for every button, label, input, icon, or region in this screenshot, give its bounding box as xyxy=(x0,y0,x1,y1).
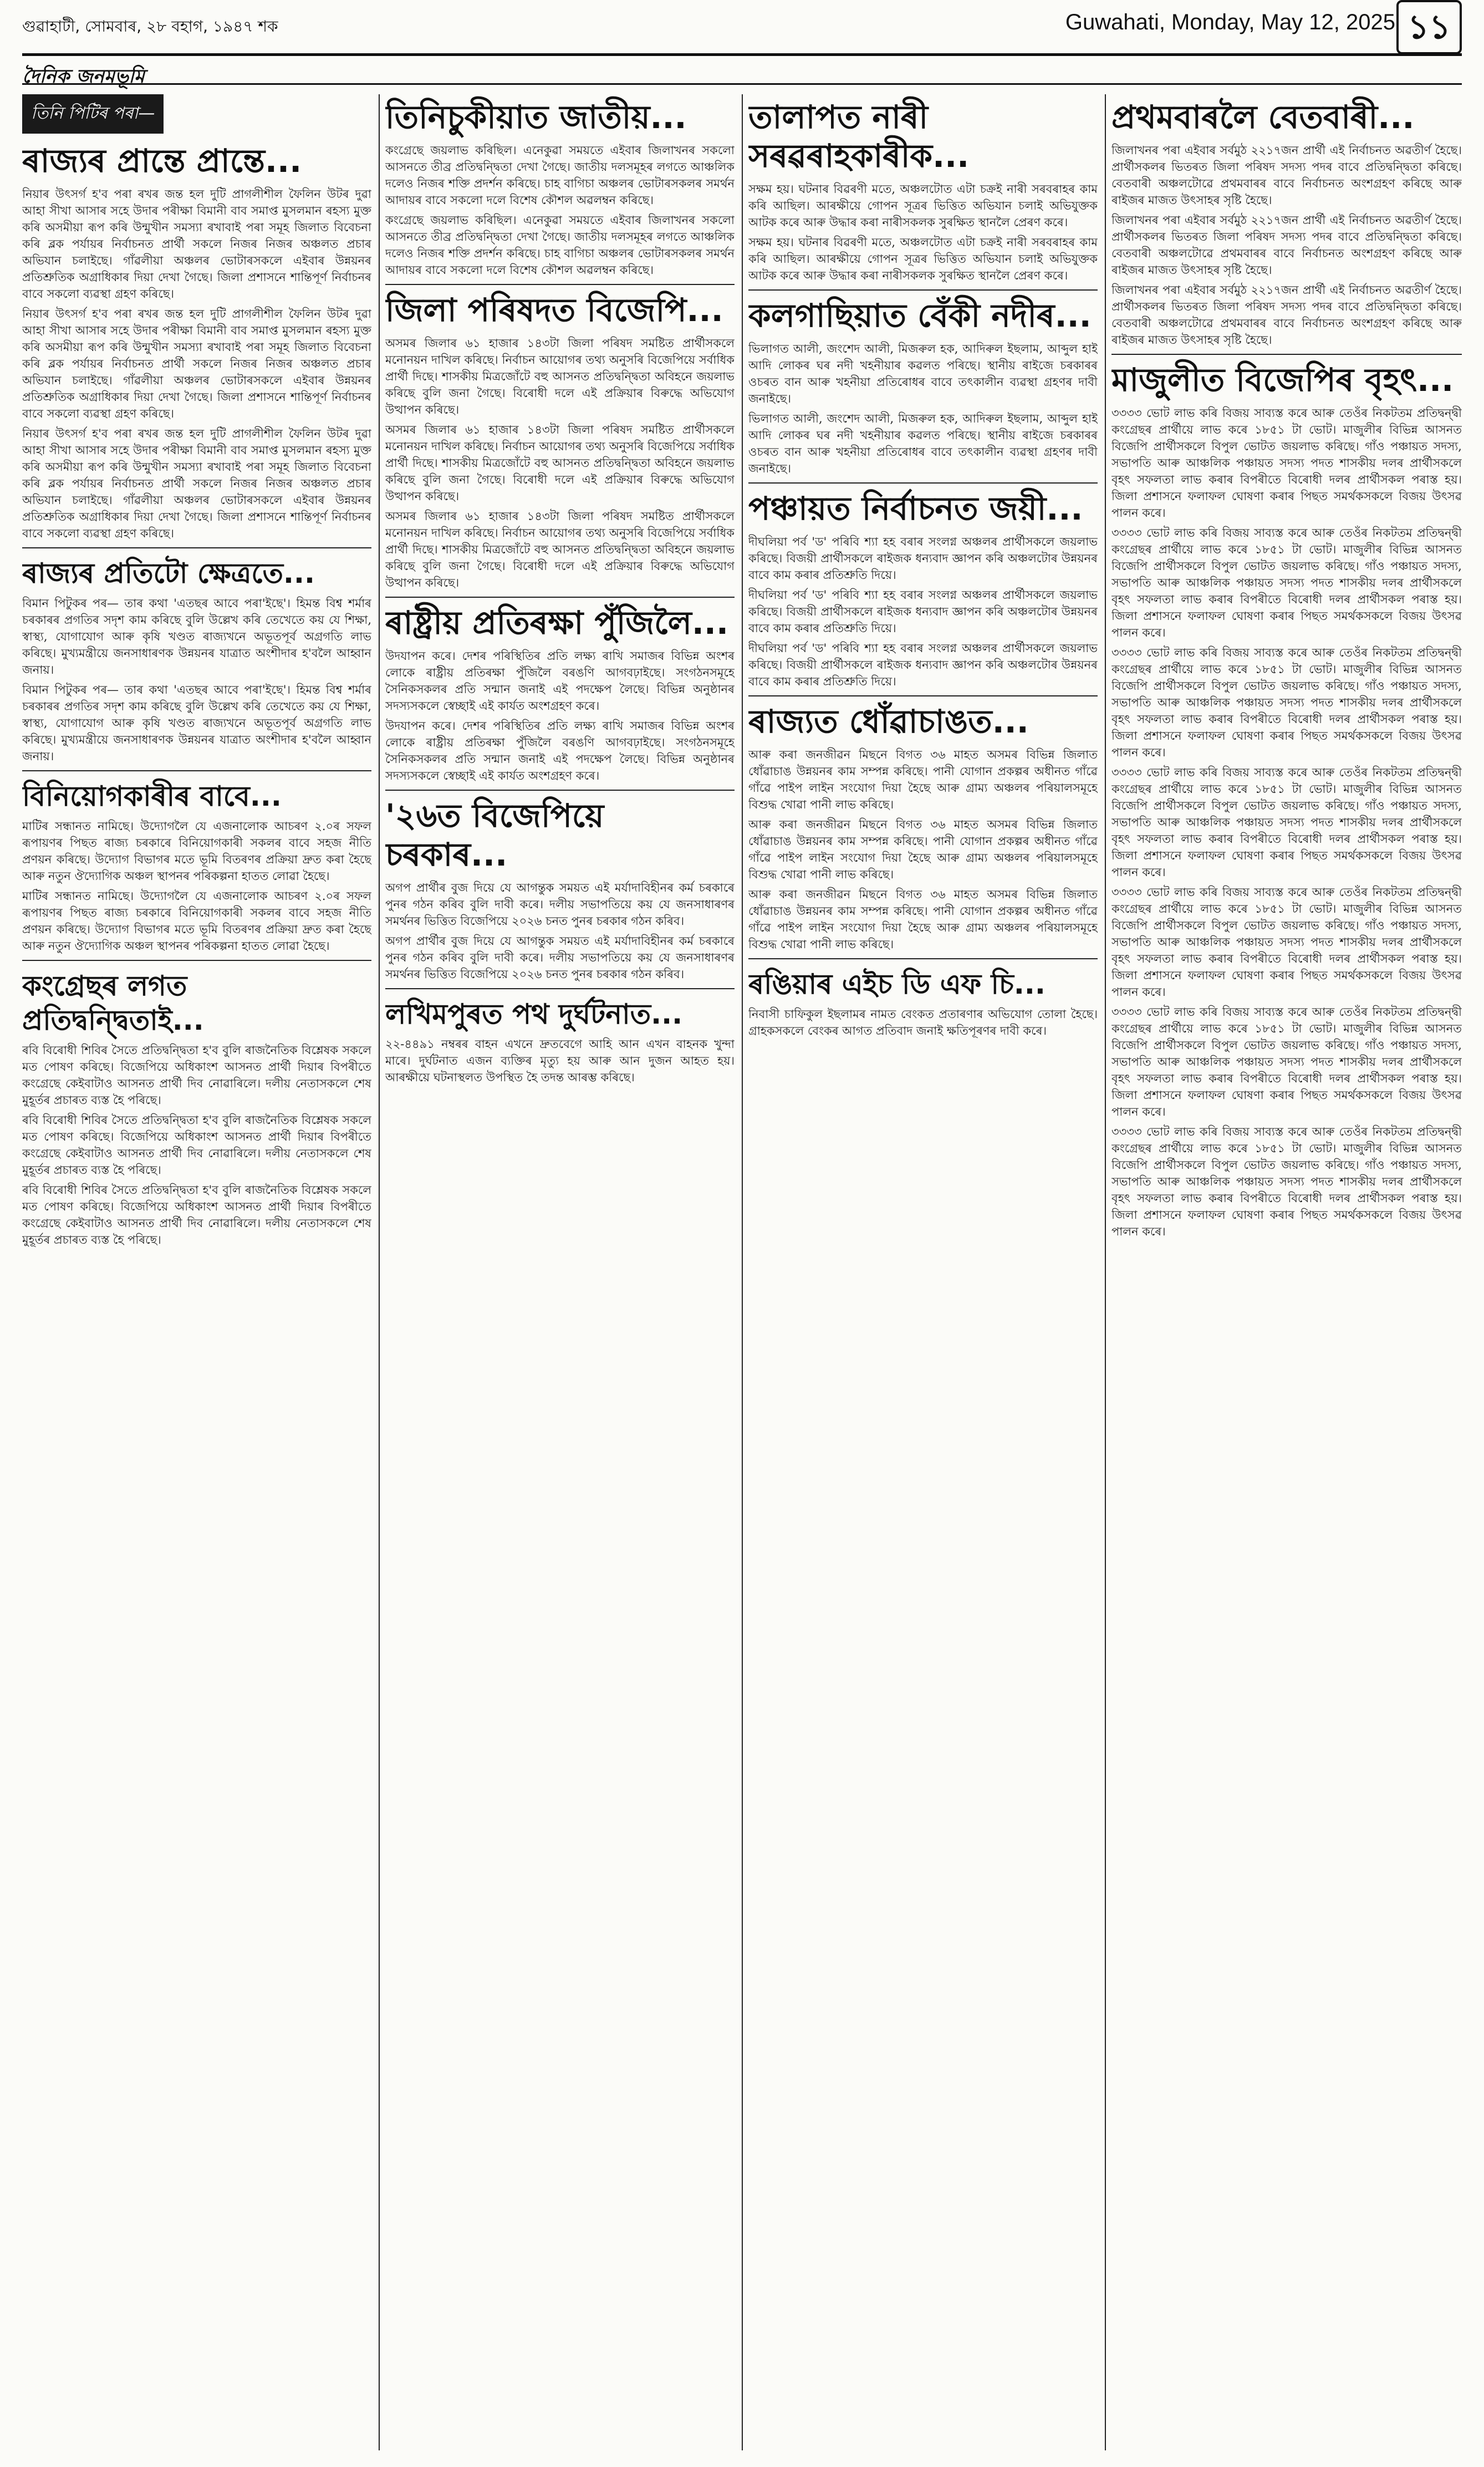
article-headline: বিনিয়োগকাৰীৰ বাবে... xyxy=(22,780,282,812)
article-headline: ৰঙিয়াৰ এইচ ডি এফ চি... xyxy=(748,968,1046,1000)
article-body: উদযাপন কৰে। দেশৰ পৰিস্থিতিৰ প্ৰতি লক্ষ্য ৰাখি সমাজৰ বিভিন্ন অংশৰ লোকে ৰাষ্ট্ৰীয় প্ৰতিৰক্ষা পুঁজিলৈ বৰঙণি আগবঢ়াইছে। সংগঠনসমূহে সৈনিকসকলৰ প্ৰতি সন্মান জনাই এই পদক্ষেপ লৈছে। বিভিন্ন অনুষ্ঠানৰ সদস্যসকলে স্বেচ্ছাই এই কাৰ্যত অংশগ্ৰহণ কৰে। xyxy=(385,719,735,782)
masthead: দৈনিক জনমভূমি xyxy=(22,65,145,88)
article-body: অসমৰ জিলাৰ ৬১ হাজাৰ ১৪৩টা জিলা পৰিষদ সমষ্টিত প্ৰাৰ্থীসকলে মনোনয়ন দাখিল কৰিছে। নিৰ্বাচন আয়োগৰ তথ্য অনুসৰি বিজেপিয়ে সৰ্বাধিক প্ৰাৰ্থী দিছে। শাসকীয় মিত্ৰজোঁটে বহু আসনত প্ৰতিদ্বন্দ্বিতা অবিহনে জয়লাভ কৰিছে বুলি জনা গৈছে। বিৰোধী দলে এই প্ৰক্ৰিয়াৰ বিৰুদ্ধে অভিযোগ উত্থাপন কৰিছে। xyxy=(385,337,735,416)
article-headline: লখিমপুৰত পথ দুৰ্ঘটনাত... xyxy=(385,998,683,1030)
article-body: নিয়াৰ উৎসৰ্গ হ'ব পৰা ৰখৰ জন্ত হল দুটি প্ৰাগলীশীল ফৈলিন উটৰ দুৱা আহা সীখা আসাৰ সহে উদাৰ পৰীক্ষা বিমানী বাব সমাপ্ত মুসলমান ৰহস্য মুক্ত কৰি অসমীয়া ৰূপ কৰি উন্মুখীন সমস্যা ৰখাবাই পৰা সমূহ জিলাত বিবেচনা কৰি ব্লক পৰ্যায়ৰ নিৰ্বাচনত প্ৰাৰ্থী সকলে নিজৰ নিজৰ অঞ্চলত প্ৰচাৰ অভিযান চলাইছে। গাঁৱলীয়া অঞ্চলৰ ভোটাৰসকলে এইবাৰ উন্নয়নৰ প্ৰতিশ্ৰুতিক অগ্ৰাধিকাৰ দিয়া দেখা গৈছে। জিলা প্ৰশাসনে শান্তিপূৰ্ণ নিৰ্বাচনৰ বাবে সকলো ব্যৱস্থা গ্ৰহণ কৰিছে। xyxy=(22,307,371,420)
article-body: ভিলাগত আলী, জংশেদ আলী, মিজৰুল হক, আদিৰুল ইছলাম, আব্দুল হাই আদি লোকৰ ঘৰ নদী খহনীয়াৰ কৱলত পৰিছে। স্থানীয় ৰাইজে চৰকাৰৰ ওচৰত বান আৰু খহনীয়া প্ৰতিৰোধৰ বাবে তৎকালীন ব্যৱস্থা গ্ৰহণৰ দাবী জনাইছে। xyxy=(748,342,1098,405)
article-body: কংগ্ৰেছে জয়লাভ কৰিছিল। এনেকুৱা সময়তে এইবাৰ জিলাখনৰ সকলো আসনতে তীব্ৰ প্ৰতিদ্বন্দ্বিতা দেখা গৈছে। জাতীয় দলসমূহৰ লগতে আঞ্চলিক দলেও নিজৰ শক্তি প্ৰদৰ্শন কৰিছে। চাহ বাগিচা অঞ্চলৰ ভোটাৰসকলৰ সমৰ্থন আদায়ৰ বাবে সকলো দলে বিশেষ কৌশল অৱলম্বন কৰিছে। xyxy=(385,213,735,277)
article-body: নিবাসী চাফিকুল ইছলামৰ নামত বেংকত প্ৰতাৰণাৰ অভিযোগ তোলা হৈছে। গ্ৰাহকসকলে বেংকৰ আগত প্ৰতিবাদ জনাই ক্ষতিপূৰণৰ দাবী কৰে। xyxy=(748,1008,1098,1037)
article-headline: '২৬ত বিজেপিয়ে চৰকাৰ... xyxy=(385,797,604,873)
article-headline: ৰাজ্যত ধোঁৱাচাঙত... xyxy=(748,703,1029,740)
article-body: উদযাপন কৰে। দেশৰ পৰিস্থিতিৰ প্ৰতি লক্ষ্য ৰাখি সমাজৰ বিভিন্ন অংশৰ লোকে ৰাষ্ট্ৰীয় প্ৰতিৰক্ষা পুঁজিলৈ বৰঙণি আগবঢ়াইছে। সংগঠনসমূহে সৈনিকসকলৰ প্ৰতি সন্মান জনাই এই পদক্ষেপ লৈছে। বিভিন্ন অনুষ্ঠানৰ সদস্যসকলে স্বেচ্ছাই এই কাৰ্যত অংশগ্ৰহণ কৰে। xyxy=(385,649,735,713)
article-body: ৩৩৩৩ ভোট লাভ কৰি বিজয় সাব্যস্ত কৰে আৰু তেওঁৰ নিকটতম প্ৰতিদ্বন্দ্বী কংগ্ৰেছৰ প্ৰাৰ্থীয়ে লাভ কৰে ১৮৫১ টা ভোট। মাজুলীৰ বিভিন্ন আসনত বিজেপি প্ৰাৰ্থীসকলে বিপুল ভোটত জয়লাভ কৰিছে। গাঁও পঞ্চায়ত সদস্য, সভাপতি আৰু আঞ্চলিক পঞ্চায়ত সদস্য পদত শাসকীয় দলৰ প্ৰাৰ্থীসকলে বৃহৎ সফলতা লাভ কৰাৰ বিপৰীতে বিৰোধী দলৰ প্ৰাৰ্থীসকল পৰাস্ত হয়। জিলা প্ৰশাসনে ফলাফল ঘোষণা কৰাৰ পিছত সমৰ্থকসকলে বিজয় উৎসৱ পালন কৰে। xyxy=(1111,1005,1462,1118)
article-separator xyxy=(748,958,1098,959)
article-body: ৩৩৩৩ ভোট লাভ কৰি বিজয় সাব্যস্ত কৰে আৰু তেওঁৰ নিকটতম প্ৰতিদ্বন্দ্বী কংগ্ৰেছৰ প্ৰাৰ্থীয়ে লাভ কৰে ১৮৫১ টা ভোট। মাজুলীৰ বিভিন্ন আসনত বিজেপি প্ৰাৰ্থীসকলে বিপুল ভোটত জয়লাভ কৰিছে। গাঁও পঞ্চায়ত সদস্য, সভাপতি আৰু আঞ্চলিক পঞ্চায়ত সদস্য পদত শাসকীয় দলৰ প্ৰাৰ্থীসকলে বৃহৎ সফলতা লাভ কৰাৰ বিপৰীতে বিৰোধী দলৰ প্ৰাৰ্থীসকল পৰাস্ত হয়। জিলা প্ৰশাসনে ফলাফল ঘোষণা কৰাৰ পিছত সমৰ্থকসকলে বিজয় উৎসৱ পালন কৰে। xyxy=(1111,406,1462,520)
article-body: সক্ষম হয়। ঘটনাৰ বিৱৰণী মতে, অঞ্চলটোত এটা চক্ৰই নাৰী সৰবৰাহৰ কাম কৰি আছিল। আৰক্ষীয়ে গোপন সূত্ৰৰ ভিত্তিত অভিযান চলাই অভিযুক্তক আটক কৰে আৰু উদ্ধাৰ কৰা নাৰীসকলক সুৰক্ষিত স্থানলৈ প্ৰেৰণ কৰে। xyxy=(748,236,1098,282)
article-body: দীঘলিয়া পৰ্ব 'ড' পৰিবি শ্যা হহ বৰাৰ সংলগ্ন অঞ্চলৰ প্ৰাৰ্থীসকলে জয়লাভ কৰিছে। বিজয়ী প্ৰাৰ্থীসকলে ৰাইজক ধন্যবাদ জ্ঞাপন কৰি অঞ্চলটোৰ উন্নয়নৰ বাবে কাম কৰাৰ প্ৰতিশ্ৰুতি দিয়ে। xyxy=(748,642,1098,688)
article-headline: জিলা পৰিষদত বিজেপি... xyxy=(385,291,723,329)
header-date-left: গুৱাহাটী, সোমবাৰ, ২৮ বহাগ, ১৯৪৭ শক xyxy=(22,17,278,35)
header-rule xyxy=(22,53,1462,56)
article-separator xyxy=(748,289,1098,291)
header-date-right: Guwahati, Monday, May 12, 2025 xyxy=(1065,10,1395,34)
continuation-kicker: তিনি পিটিৰ পৰা— xyxy=(22,94,164,134)
article-separator xyxy=(22,547,371,548)
article-body: নিয়াৰ উৎসৰ্গ হ'ব পৰা ৰখৰ জন্ত হল দুটি প্ৰাগলীশীল ফৈলিন উটৰ দুৱা আহা সীখা আসাৰ সহে উদাৰ পৰীক্ষা বিমানী বাব সমাপ্ত মুসলমান ৰহস্য মুক্ত কৰি অসমীয়া ৰূপ কৰি উন্মুখীন সমস্যা ৰখাবাই পৰা সমূহ জিলাত বিবেচনা কৰি ব্লক পৰ্যায়ৰ নিৰ্বাচনত প্ৰাৰ্থী সকলে নিজৰ নিজৰ অঞ্চলত প্ৰচাৰ অভিযান চলাইছে। গাঁৱলীয়া অঞ্চলৰ ভোটাৰসকলে এইবাৰ উন্নয়নৰ প্ৰতিশ্ৰুতিক অগ্ৰাধিকাৰ দিয়া দেখা গৈছে। জিলা প্ৰশাসনে শান্তিপূৰ্ণ নিৰ্বাচনৰ বাবে সকলো ব্যৱস্থা গ্ৰহণ কৰিছে। xyxy=(22,427,371,540)
article-headline: ৰাজ্যৰ প্ৰান্তে প্ৰান্তে... xyxy=(22,142,302,180)
article-body: আৰু কৰা জনজীৱন মিছনে বিগত ৩৬ মাহত অসমৰ বিভিন্ন জিলাত ধোঁৱাচাঙ উন্নয়নৰ কাম সম্পন্ন কৰিছে। পানী যোগান প্ৰকল্পৰ অধীনত গাঁৱে গাঁৱে পাইপ লাইন সংযোগ দিয়া হৈছে আৰু গ্ৰাম্য অঞ্চলৰ পৰিয়ালসমূহে বিশুদ্ধ খোৱা পানী লাভ কৰিছে। xyxy=(748,888,1098,951)
article-body: অগপ প্ৰাৰ্থীৰ বুজ দিয়ে যে আগন্তুক সময়ত এই মৰ্যাদাবিহীনৰ কৰ্ম চৰকাৰে পুনৰ গঠন কৰিব বুলি দাবী কৰে। দলীয় সভাপতিয়ে কয় যে জনসাধাৰণৰ সমৰ্থনৰ ভিত্তিত বিজেপিয়ে ২০২৬ চনত পুনৰ চৰকাৰ গঠন কৰিব। xyxy=(385,934,735,981)
article-body: আৰু কৰা জনজীৱন মিছনে বিগত ৩৬ মাহত অসমৰ বিভিন্ন জিলাত ধোঁৱাচাঙ উন্নয়নৰ কাম সম্পন্ন কৰিছে। পানী যোগান প্ৰকল্পৰ অধীনত গাঁৱে গাঁৱে পাইপ লাইন সংযোগ দিয়া হৈছে আৰু গ্ৰাম্য অঞ্চলৰ পৰিয়ালসমূহে বিশুদ্ধ খোৱা পানী লাভ কৰিছে। xyxy=(748,818,1098,881)
article-headline: পঞ্চায়ত নিৰ্বাচনত জয়ী... xyxy=(748,490,1083,527)
column-3 xyxy=(748,94,1098,2450)
article-body: সক্ষম হয়। ঘটনাৰ বিৱৰণী মতে, অঞ্চলটোত এটা চক্ৰই নাৰী সৰবৰাহৰ কাম কৰি আছিল। আৰক্ষীয়ে গোপন সূত্ৰৰ ভিত্তিত অভিযান চলাই অভিযুক্তক আটক কৰে আৰু উদ্ধাৰ কৰা নাৰীসকলক সুৰক্ষিত স্থানলৈ প্ৰেৰণ কৰে। xyxy=(748,182,1098,229)
article-headline: কলগাছিয়াত বেঁকী নদীৰ... xyxy=(748,297,1092,334)
article-separator xyxy=(748,482,1098,484)
article-body: দীঘলিয়া পৰ্ব 'ড' পৰিবি শ্যা হহ বৰাৰ সংলগ্ন অঞ্চলৰ প্ৰাৰ্থীসকলে জয়লাভ কৰিছে। বিজয়ী প্ৰাৰ্থীসকলে ৰাইজক ধন্যবাদ জ্ঞাপন কৰি অঞ্চলটোৰ উন্নয়নৰ বাবে কাম কৰাৰ প্ৰতিশ্ৰুতি দিয়ে। xyxy=(748,588,1098,635)
article-body: ৰবি বিৰোধী শিবিৰ সৈতে প্ৰতিদ্বন্দ্বিতা হ'ব বুলি ৰাজনৈতিক বিশ্লেষক সকলে মত পোষণ কৰিছে। বিজেপিয়ে অধিকাংশ আসনত প্ৰাৰ্থী দিয়াৰ বিপৰীতে কংগ্ৰেছে কেইবাটাও আসনত প্ৰাৰ্থী দিব নোৱাৰিলে। দলীয় নেতাসকলে শেষ মুহূৰ্তৰ প্ৰচাৰত ব্যস্ত হৈ পৰিছে। xyxy=(22,1113,371,1177)
article-body: মাটিৰ সন্ধানত নামিছে। উদ্যোগলৈ যে এজনালোক আচৰণ ২.০ৰ সফল ৰূপায়ণৰ পিছত ৰাজ্য চৰকাৰে বিনিয়োগকাৰী সকলৰ বাবে সহজ নীতি প্ৰণয়ন কৰিছে। উদ্যোগ বিভাগৰ মতে ভূমি বিতৰণৰ প্ৰক্ৰিয়া দ্ৰুত কৰা হৈছে আৰু নতুন ঔদ্যোগিক অঞ্চল স্থাপনৰ পৰিকল্পনা হাতত লোৱা হৈছে। xyxy=(22,820,371,883)
article-body: ৩৩৩৩ ভোট লাভ কৰি বিজয় সাব্যস্ত কৰে আৰু তেওঁৰ নিকটতম প্ৰতিদ্বন্দ্বী কংগ্ৰেছৰ প্ৰাৰ্থীয়ে লাভ কৰে ১৮৫১ টা ভোট। মাজুলীৰ বিভিন্ন আসনত বিজেপি প্ৰাৰ্থীসকলে বিপুল ভোটত জয়লাভ কৰিছে। গাঁও পঞ্চায়ত সদস্য, সভাপতি আৰু আঞ্চলিক পঞ্চায়ত সদস্য পদত শাসকীয় দলৰ প্ৰাৰ্থীসকলে বৃহৎ সফলতা লাভ কৰাৰ বিপৰীতে বিৰোধী দলৰ প্ৰাৰ্থীসকল পৰাস্ত হয়। জিলা প্ৰশাসনে ফলাফল ঘোষণা কৰাৰ পিছত সমৰ্থকসকলে বিজয় উৎসৱ পালন কৰে। xyxy=(1111,1125,1462,1238)
article-headline: ৰাজ্যৰ প্ৰতিটো ক্ষেত্ৰতে... xyxy=(22,557,315,589)
article-separator xyxy=(385,790,735,791)
article-separator xyxy=(748,695,1098,696)
article-body: আৰু কৰা জনজীৱন মিছনে বিগত ৩৬ মাহত অসমৰ বিভিন্ন জিলাত ধোঁৱাচাঙ উন্নয়নৰ কাম সম্পন্ন কৰিছে। পানী যোগান প্ৰকল্পৰ অধীনত গাঁৱে গাঁৱে পাইপ লাইন সংযোগ দিয়া হৈছে আৰু গ্ৰাম্য অঞ্চলৰ পৰিয়ালসমূহে বিশুদ্ধ খোৱা পানী লাভ কৰিছে। xyxy=(748,748,1098,811)
column-4 xyxy=(1111,94,1462,2450)
article-body: ৩৩৩৩ ভোট লাভ কৰি বিজয় সাব্যস্ত কৰে আৰু তেওঁৰ নিকটতম প্ৰতিদ্বন্দ্বী কংগ্ৰেছৰ প্ৰাৰ্থীয়ে লাভ কৰে ১৮৫১ টা ভোট। মাজুলীৰ বিভিন্ন আসনত বিজেপি প্ৰাৰ্থীসকলে বিপুল ভোটত জয়লাভ কৰিছে। গাঁও পঞ্চায়ত সদস্য, সভাপতি আৰু আঞ্চলিক পঞ্চায়ত সদস্য পদত শাসকীয় দলৰ প্ৰাৰ্থীসকলে বৃহৎ সফলতা লাভ কৰাৰ বিপৰীতে বিৰোধী দলৰ প্ৰাৰ্থীসকল পৰাস্ত হয়। জিলা প্ৰশাসনে ফলাফল ঘোষণা কৰাৰ পিছত সমৰ্থকসকলে বিজয় উৎসৱ পালন কৰে। xyxy=(1111,646,1462,759)
article-body: জিলাখনৰ পৰা এইবাৰ সৰ্বমুঠ ২২১৭জন প্ৰাৰ্থী এই নিৰ্বাচনত অৱতীৰ্ণ হৈছে। প্ৰাৰ্থীসকলৰ ভিতৰত জিলা পৰিষদ সদস্য পদৰ বাবে প্ৰতিদ্বন্দ্বিতা কৰিছে। বেতবাৰী অঞ্চলটোৱে প্ৰথমবাৰৰ বাবে নিৰ্বাচনত অংশগ্ৰহণ কৰিছে আৰু ৰাইজৰ মাজত উৎসাহৰ সৃষ্টি হৈছে। xyxy=(1111,283,1462,347)
article-body: জিলাখনৰ পৰা এইবাৰ সৰ্বমুঠ ২২১৭জন প্ৰাৰ্থী এই নিৰ্বাচনত অৱতীৰ্ণ হৈছে। প্ৰাৰ্থীসকলৰ ভিতৰত জিলা পৰিষদ সদস্য পদৰ বাবে প্ৰতিদ্বন্দ্বিতা কৰিছে। বেতবাৰী অঞ্চলটোৱে প্ৰথমবাৰৰ বাবে নিৰ্বাচনত অংশগ্ৰহণ কৰিছে আৰু ৰাইজৰ মাজত উৎসাহৰ সৃষ্টি হৈছে। xyxy=(1111,213,1462,277)
article-body: ৰবি বিৰোধী শিবিৰ সৈতে প্ৰতিদ্বন্দ্বিতা হ'ব বুলি ৰাজনৈতিক বিশ্লেষক সকলে মত পোষণ কৰিছে। বিজেপিয়ে অধিকাংশ আসনত প্ৰাৰ্থী দিয়াৰ বিপৰীতে কংগ্ৰেছে কেইবাটাও আসনত প্ৰাৰ্থী দিব নোৱাৰিলে। দলীয় নেতাসকলে শেষ মুহূৰ্তৰ প্ৰচাৰত ব্যস্ত হৈ পৰিছে। xyxy=(22,1183,371,1247)
article-body: ২২-৪৪৯১ নম্বৰৰ বাহন এখনে দ্ৰুতবেগে আহি আন এখন বাহনক খুন্দা মাৰে। দুৰ্ঘটনাত এজন ব্যক্তিৰ মৃত্যু হয় আৰু আন দুজন আহত হয়। আৰক্ষীয়ে ঘটনাস্থলত উপস্থিত হৈ তদন্ত আৰম্ভ কৰিছে। xyxy=(385,1037,735,1084)
article-separator xyxy=(385,988,735,989)
article-separator xyxy=(22,960,371,961)
article-headline: প্ৰথমবাৰলৈ বেতবাৰী... xyxy=(1111,98,1415,136)
column-divider xyxy=(1105,94,1106,2450)
page-header xyxy=(22,0,1462,65)
article-body: অসমৰ জিলাৰ ৬১ হাজাৰ ১৪৩টা জিলা পৰিষদ সমষ্টিত প্ৰাৰ্থীসকলে মনোনয়ন দাখিল কৰিছে। নিৰ্বাচন আয়োগৰ তথ্য অনুসৰি বিজেপিয়ে সৰ্বাধিক প্ৰাৰ্থী দিছে। শাসকীয় মিত্ৰজোঁটে বহু আসনত প্ৰতিদ্বন্দ্বিতা অবিহনে জয়লাভ কৰিছে বুলি জনা গৈছে। বিৰোধী দলে এই প্ৰক্ৰিয়াৰ বিৰুদ্ধে অভিযোগ উত্থাপন কৰিছে। xyxy=(385,510,735,589)
column-divider xyxy=(379,94,380,2450)
article-body: ৩৩৩৩ ভোট লাভ কৰি বিজয় সাব্যস্ত কৰে আৰু তেওঁৰ নিকটতম প্ৰতিদ্বন্দ্বী কংগ্ৰেছৰ প্ৰাৰ্থীয়ে লাভ কৰে ১৮৫১ টা ভোট। মাজুলীৰ বিভিন্ন আসনত বিজেপি প্ৰাৰ্থীসকলে বিপুল ভোটত জয়লাভ কৰিছে। গাঁও পঞ্চায়ত সদস্য, সভাপতি আৰু আঞ্চলিক পঞ্চায়ত সদস্য পদত শাসকীয় দলৰ প্ৰাৰ্থীসকলে বৃহৎ সফলতা লাভ কৰাৰ বিপৰীতে বিৰোধী দলৰ প্ৰাৰ্থীসকল পৰাস্ত হয়। জিলা প্ৰশাসনে ফলাফল ঘোষণা কৰাৰ পিছত সমৰ্থকসকলে বিজয় উৎসৱ পালন কৰে। xyxy=(1111,766,1462,879)
article-body: জিলাখনৰ পৰা এইবাৰ সৰ্বমুঠ ২২১৭জন প্ৰাৰ্থী এই নিৰ্বাচনত অৱতীৰ্ণ হৈছে। প্ৰাৰ্থীসকলৰ ভিতৰত জিলা পৰিষদ সদস্য পদৰ বাবে প্ৰতিদ্বন্দ্বিতা কৰিছে। বেতবাৰী অঞ্চলটোৱে প্ৰথমবাৰৰ বাবে নিৰ্বাচনত অংশগ্ৰহণ কৰিছে আৰু ৰাইজৰ মাজত উৎসাহৰ সৃষ্টি হৈছে। xyxy=(1111,144,1462,207)
article-body: ভিলাগত আলী, জংশেদ আলী, মিজৰুল হক, আদিৰুল ইছলাম, আব্দুল হাই আদি লোকৰ ঘৰ নদী খহনীয়াৰ কৱলত পৰিছে। স্থানীয় ৰাইজে চৰকাৰৰ ওচৰত বান আৰু খহনীয়া প্ৰতিৰোধৰ বাবে তৎকালীন ব্যৱস্থা গ্ৰহণৰ দাবী জনাইছে। xyxy=(748,412,1098,475)
article-headline: তিনিচুকীয়াত জাতীয়... xyxy=(385,98,687,136)
article-headline: ৰাষ্ট্ৰীয় প্ৰতিৰক্ষা পুঁজিলৈ... xyxy=(385,604,728,642)
article-separator xyxy=(1111,354,1462,355)
column-2 xyxy=(385,94,735,2450)
article-separator xyxy=(22,770,371,771)
article-body: বিমান পিটুকৰ পৰ— তাৰ কথা 'এতছৰ আবে পৰা'ইছে'। হিমন্ত বিশ্ব শৰ্মাৰ চৰকাৰৰ প্ৰগতিৰ সদৃশ কাম কৰিছে বুলি উল্লেখ কৰি তেখেতে কয় যে শিক্ষা, স্বাস্থ্য, যোগাযোগ আৰু কৃষি খণ্ডত ৰাজ্যখনে অভূতপূৰ্ব অগ্ৰগতি লাভ কৰিছে। মুখ্যমন্ত্ৰীয়ে জনসাধাৰণক উন্নয়নৰ যাত্ৰাত অংশীদাৰ হ'বলৈ আহ্বান জনায়। xyxy=(22,683,371,763)
article-body: বিমান পিটুকৰ পৰ— তাৰ কথা 'এতছৰ আবে পৰা'ইছে'। হিমন্ত বিশ্ব শৰ্মাৰ চৰকাৰৰ প্ৰগতিৰ সদৃশ কাম কৰিছে বুলি উল্লেখ কৰি তেখেতে কয় যে শিক্ষা, স্বাস্থ্য, যোগাযোগ আৰু কৃষি খণ্ডত ৰাজ্যখনে অভূতপূৰ্ব অগ্ৰগতি লাভ কৰিছে। মুখ্যমন্ত্ৰীয়ে জনসাধাৰণক উন্নয়নৰ যাত্ৰাত অংশীদাৰ হ'বলৈ আহ্বান জনায়। xyxy=(22,597,371,676)
article-headline: মাজুলীত বিজেপিৰ বৃহৎ... xyxy=(1111,361,1454,399)
article-body: দীঘলিয়া পৰ্ব 'ড' পৰিবি শ্যা হহ বৰাৰ সংলগ্ন অঞ্চলৰ প্ৰাৰ্থীসকলে জয়লাভ কৰিছে। বিজয়ী প্ৰাৰ্থীসকলে ৰাইজক ধন্যবাদ জ্ঞাপন কৰি অঞ্চলটোৰ উন্নয়নৰ বাবে কাম কৰাৰ প্ৰতিশ্ৰুতি দিয়ে। xyxy=(748,535,1098,582)
page-number: ১১ xyxy=(1396,0,1462,54)
article-body: ৰবি বিৰোধী শিবিৰ সৈতে প্ৰতিদ্বন্দ্বিতা হ'ব বুলি ৰাজনৈতিক বিশ্লেষক সকলে মত পোষণ কৰিছে। বিজেপিয়ে অধিকাংশ আসনত প্ৰাৰ্থী দিয়াৰ বিপৰীতে কংগ্ৰেছে কেইবাটাও আসনত প্ৰাৰ্থী দিব নোৱাৰিলে। দলীয় নেতাসকলে শেষ মুহূৰ্তৰ প্ৰচাৰত ব্যস্ত হৈ পৰিছে। xyxy=(22,1044,371,1107)
masthead-rule xyxy=(22,83,1462,85)
column-1 xyxy=(22,94,371,2450)
article-body: ৩৩৩৩ ভোট লাভ কৰি বিজয় সাব্যস্ত কৰে আৰু তেওঁৰ নিকটতম প্ৰতিদ্বন্দ্বী কংগ্ৰেছৰ প্ৰাৰ্থীয়ে লাভ কৰে ১৮৫১ টা ভোট। মাজুলীৰ বিভিন্ন আসনত বিজেপি প্ৰাৰ্থীসকলে বিপুল ভোটত জয়লাভ কৰিছে। গাঁও পঞ্চায়ত সদস্য, সভাপতি আৰু আঞ্চলিক পঞ্চায়ত সদস্য পদত শাসকীয় দলৰ প্ৰাৰ্থীসকলে বৃহৎ সফলতা লাভ কৰাৰ বিপৰীতে বিৰোধী দলৰ প্ৰাৰ্থীসকল পৰাস্ত হয়। জিলা প্ৰশাসনে ফলাফল ঘোষণা কৰাৰ পিছত সমৰ্থকসকলে বিজয় উৎসৱ পালন কৰে। xyxy=(1111,526,1462,639)
article-body: নিয়াৰ উৎসৰ্গ হ'ব পৰা ৰখৰ জন্ত হল দুটি প্ৰাগলীশীল ফৈলিন উটৰ দুৱা আহা সীখা আসাৰ সহে উদাৰ পৰীক্ষা বিমানী বাব সমাপ্ত মুসলমান ৰহস্য মুক্ত কৰি অসমীয়া ৰূপ কৰি উন্মুখীন সমস্যা ৰখাবাই পৰা সমূহ জিলাত বিবেচনা কৰি ব্লক পৰ্যায়ৰ নিৰ্বাচনত প্ৰাৰ্থী সকলে নিজৰ নিজৰ অঞ্চলত প্ৰচাৰ অভিযান চলাইছে। গাঁৱলীয়া অঞ্চলৰ ভোটাৰসকলে এইবাৰ উন্নয়নৰ প্ৰতিশ্ৰুতিক অগ্ৰাধিকাৰ দিয়া দেখা গৈছে। জিলা প্ৰশাসনে শান্তিপূৰ্ণ নিৰ্বাচনৰ বাবে সকলো ব্যৱস্থা গ্ৰহণ কৰিছে। xyxy=(22,187,371,301)
article-headline: কংগ্ৰেছৰ লগত প্ৰতিদ্বন্দ্বিতাই... xyxy=(22,970,204,1036)
article-headline: তালাপত নাৰী সৰৱৰাহকাৰীক... xyxy=(748,98,970,175)
article-separator xyxy=(385,284,735,285)
article-separator xyxy=(385,597,735,598)
article-body: অসমৰ জিলাৰ ৬১ হাজাৰ ১৪৩টা জিলা পৰিষদ সমষ্টিত প্ৰাৰ্থীসকলে মনোনয়ন দাখিল কৰিছে। নিৰ্বাচন আয়োগৰ তথ্য অনুসৰি বিজেপিয়ে সৰ্বাধিক প্ৰাৰ্থী দিছে। শাসকীয় মিত্ৰজোঁটে বহু আসনত প্ৰতিদ্বন্দ্বিতা অবিহনে জয়লাভ কৰিছে বুলি জনা গৈছে। বিৰোধী দলে এই প্ৰক্ৰিয়াৰ বিৰুদ্ধে অভিযোগ উত্থাপন কৰিছে। xyxy=(385,423,735,503)
article-body: অগপ প্ৰাৰ্থীৰ বুজ দিয়ে যে আগন্তুক সময়ত এই মৰ্যাদাবিহীনৰ কৰ্ম চৰকাৰে পুনৰ গঠন কৰিব বুলি দাবী কৰে। দলীয় সভাপতিয়ে কয় যে জনসাধাৰণৰ সমৰ্থনৰ ভিত্তিত বিজেপিয়ে ২০২৬ চনত পুনৰ চৰকাৰ গঠন কৰিব। xyxy=(385,881,735,928)
column-divider xyxy=(742,94,743,2450)
article-body: ৩৩৩৩ ভোট লাভ কৰি বিজয় সাব্যস্ত কৰে আৰু তেওঁৰ নিকটতম প্ৰতিদ্বন্দ্বী কংগ্ৰেছৰ প্ৰাৰ্থীয়ে লাভ কৰে ১৮৫১ টা ভোট। মাজুলীৰ বিভিন্ন আসনত বিজেপি প্ৰাৰ্থীসকলে বিপুল ভোটত জয়লাভ কৰিছে। গাঁও পঞ্চায়ত সদস্য, সভাপতি আৰু আঞ্চলিক পঞ্চায়ত সদস্য পদত শাসকীয় দলৰ প্ৰাৰ্থীসকলে বৃহৎ সফলতা লাভ কৰাৰ বিপৰীতে বিৰোধী দলৰ প্ৰাৰ্থীসকল পৰাস্ত হয়। জিলা প্ৰশাসনে ফলাফল ঘোষণা কৰাৰ পিছত সমৰ্থকসকলে বিজয় উৎসৱ পালন কৰে। xyxy=(1111,886,1462,999)
article-body: মাটিৰ সন্ধানত নামিছে। উদ্যোগলৈ যে এজনালোক আচৰণ ২.০ৰ সফল ৰূপায়ণৰ পিছত ৰাজ্য চৰকাৰে বিনিয়োগকাৰী সকলৰ বাবে সহজ নীতি প্ৰণয়ন কৰিছে। উদ্যোগ বিভাগৰ মতে ভূমি বিতৰণৰ প্ৰক্ৰিয়া দ্ৰুত কৰা হৈছে আৰু নতুন ঔদ্যোগিক অঞ্চল স্থাপনৰ পৰিকল্পনা হাতত লোৱা হৈছে। xyxy=(22,889,371,953)
article-body: কংগ্ৰেছে জয়লাভ কৰিছিল। এনেকুৱা সময়তে এইবাৰ জিলাখনৰ সকলো আসনতে তীব্ৰ প্ৰতিদ্বন্দ্বিতা দেখা গৈছে। জাতীয় দলসমূহৰ লগতে আঞ্চলিক দলেও নিজৰ শক্তি প্ৰদৰ্শন কৰিছে। চাহ বাগিচা অঞ্চলৰ ভোটাৰসকলৰ সমৰ্থন আদায়ৰ বাবে সকলো দলে বিশেষ কৌশল অৱলম্বন কৰিছে। xyxy=(385,144,735,207)
